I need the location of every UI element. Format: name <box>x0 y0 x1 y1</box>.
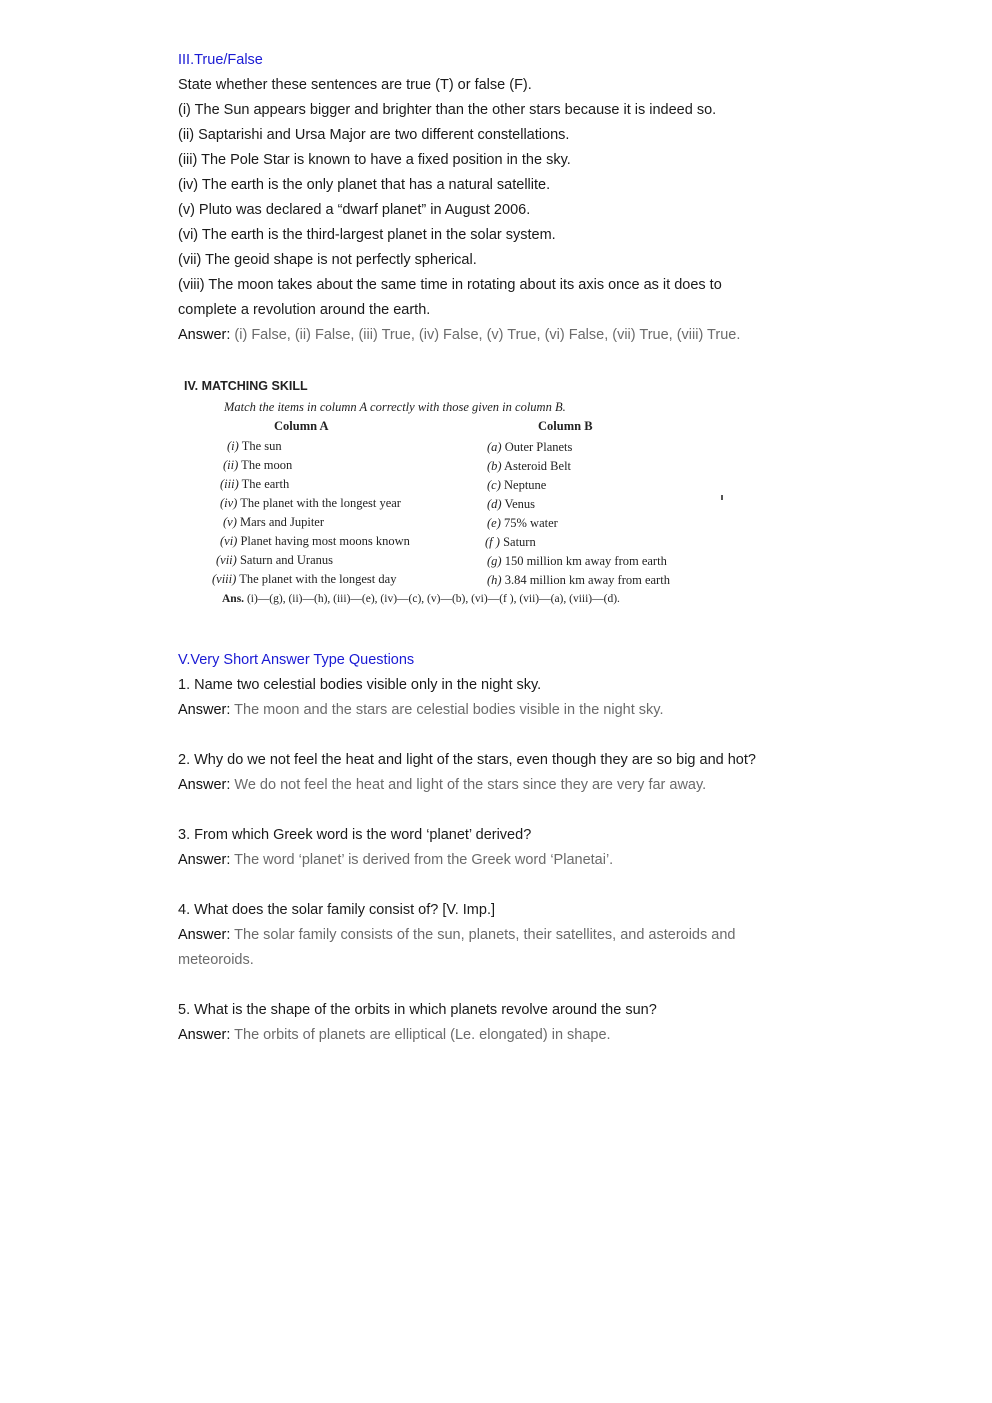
statement-8: (viii) The moon takes about the same time in rotating about its axis once as it does to <box>178 277 722 293</box>
column-b-item: (c) Neptune <box>487 478 547 492</box>
very-short-title: V.Very Short Answer Type Questions <box>178 652 415 668</box>
spacer <box>178 973 798 998</box>
question-5: 5. What is the shape of the orbits in which planets revolve around the sun? <box>178 1002 657 1018</box>
answer-label: Answer: <box>178 327 231 343</box>
very-short-section <box>178 648 798 1048</box>
column-b-item: (b) Asteroid Belt <box>487 459 572 473</box>
column-a-item: (ii) The moon <box>223 458 293 472</box>
question-3: 3. From which Greek word is the word ‘planet’ derived? <box>178 827 532 843</box>
column-b-item: (g) 150 million km away from earth <box>487 554 667 568</box>
statement-7: (vii) The geoid shape is not perfectly spherical. <box>178 252 477 268</box>
column-b-item: (f ) Saturn <box>485 535 536 549</box>
spacer <box>178 798 798 823</box>
column-b-heading: Column B <box>538 419 593 433</box>
spacer <box>178 873 798 898</box>
matching-answer-label: Ans. <box>222 593 245 605</box>
column-a-item: (i) The sun <box>227 439 282 453</box>
statement-6: (vi) The earth is the third-largest planet in the solar system. <box>178 227 556 243</box>
true-false-section <box>178 48 798 348</box>
column-b-item: (e) 75% water <box>487 516 558 530</box>
statement-3: (iii) The Pole Star is known to have a fixed position in the sky. <box>178 152 571 168</box>
true-false-title: III.True/False <box>178 52 263 68</box>
question-4: 4. What does the solar family consist of? [V. Imp.] <box>178 902 495 918</box>
answer-4-cont: meteoroids. <box>178 952 254 968</box>
question-2: 2. Why do we not feel the heat and light of the stars, even though they are so big and hot? <box>178 752 756 768</box>
matching-answer <box>222 593 620 605</box>
answer-4: Answer: The solar family consists of the sun, planets, their satellites, and asteroids and <box>178 927 736 943</box>
column-a-item: (viii) The planet with the longest day <box>212 572 397 586</box>
matching-instruction: Match the items in column A correctly with those given in column B. <box>224 400 566 414</box>
answer-text: (i) False, (ii) False, (iii) True, (iv) False, (v) True, (vi) False, (vii) True, (viii) True. <box>230 327 741 343</box>
true-false-intro: State whether these sentences are true (T) or false (F). <box>178 77 532 93</box>
question-1: 1. Name two celestial bodies visible only in the night sky. <box>178 677 542 693</box>
column-a-item: (v) Mars and Jupiter <box>223 515 325 529</box>
matching-title: IV. MATCHING SKILL <box>184 379 308 393</box>
matching-answer-text: (i)—(g), (ii)—(h), (iii)—(e), (iv)—(c), (v)—(b), (vi)—(f ), (vii)—(a), (viii)—(d). <box>244 593 620 605</box>
answer-2: Answer: We do not feel the heat and light of the stars since they are very far away. <box>178 777 707 793</box>
statement-4: (iv) The earth is the only planet that has a natural satellite. <box>178 177 551 193</box>
column-b-item: (h) 3.84 million km away from earth <box>487 573 670 587</box>
answer-3: Answer: The word ‘planet’ is derived from the Greek word ‘Planetai’. <box>178 852 614 868</box>
statement-1: (i) The Sun appears bigger and brighter than the other stars because it is indeed so. <box>178 102 717 118</box>
scan-speck <box>721 495 723 500</box>
answer-5: Answer: The orbits of planets are elliptical (Le. elongated) in shape. <box>178 1027 611 1043</box>
answer-1: Answer: The moon and the stars are celestial bodies visible in the night sky. <box>178 702 664 718</box>
statement-8-cont: complete a revolution around the earth. <box>178 302 431 318</box>
column-a-heading: Column A <box>274 419 329 433</box>
column-b-item: (d) Venus <box>487 497 536 511</box>
true-false-answer <box>178 323 798 348</box>
statement-2: (ii) Saptarishi and Ursa Major are two different constellations. <box>178 127 570 143</box>
column-a-item: (vii) Saturn and Uranus <box>216 553 333 567</box>
column-a-item: (iii) The earth <box>220 477 290 491</box>
column-a-item: (iv) The planet with the longest year <box>220 496 401 510</box>
spacer <box>178 723 798 748</box>
statement-5: (v) Pluto was declared a “dwarf planet” in August 2006. <box>178 202 531 218</box>
column-b-item: (a) Outer Planets <box>487 440 573 454</box>
matching-skill-block <box>180 375 740 615</box>
column-a-item: (vi) Planet having most moons known <box>220 534 410 548</box>
